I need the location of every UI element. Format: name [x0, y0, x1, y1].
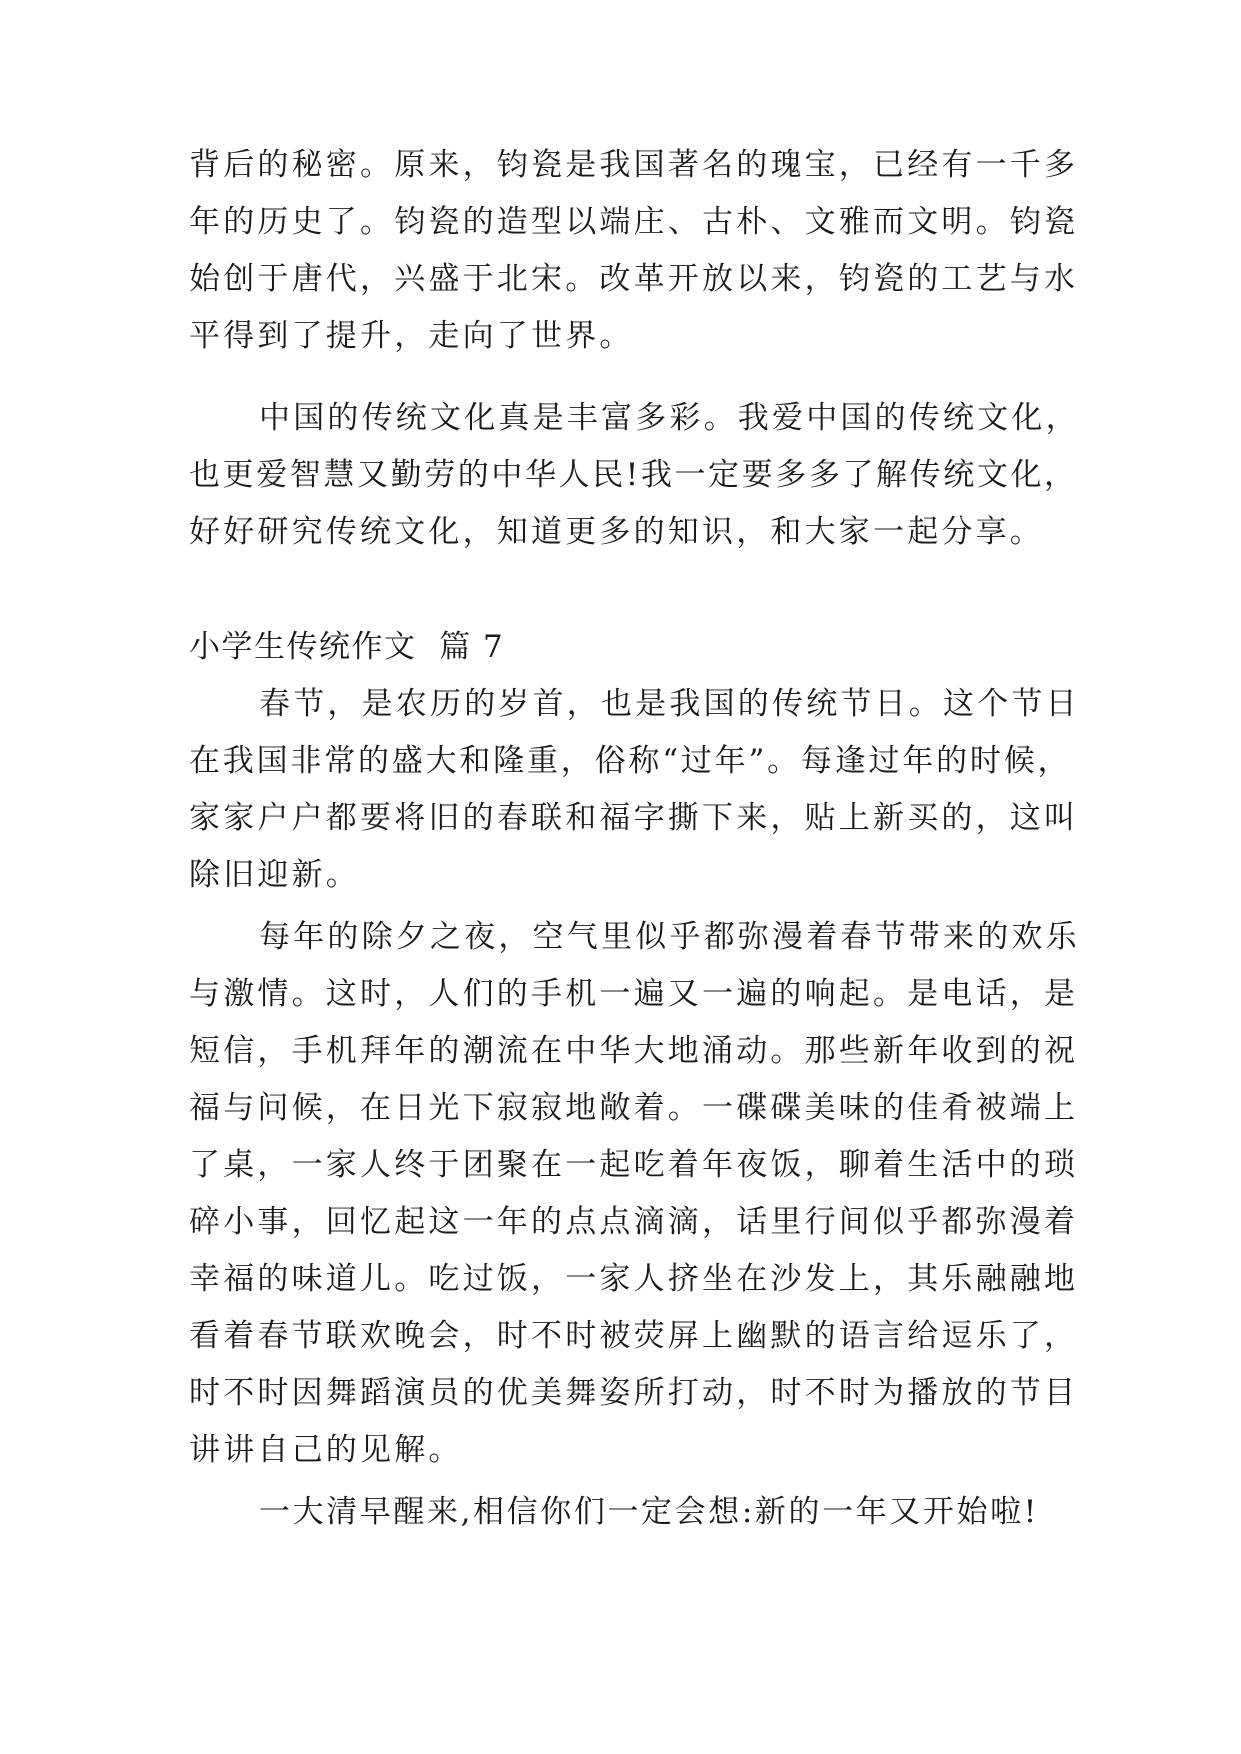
paragraph-line: 一大清早醒来,相信你们一定会想:新的一年又开始啦! [259, 1494, 1039, 1530]
paragraph-line: 家家户户都要将旧的春联和福字撕下来，贴上新买的，这叫 [189, 800, 1079, 836]
section-heading: 小学生传统作文 篇 7 [189, 629, 505, 665]
paragraph-line: 每年的除夕之夜，空气里似乎都弥漫着春节带来的欢乐 [259, 919, 1080, 955]
paragraph-line: 好好研究传统文化，知道更多的知识，和大家一起分享。 [189, 514, 1044, 550]
paragraph-line: 短信，手机拜年的潮流在中华大地涌动。那些新年收到的祝 [189, 1033, 1079, 1069]
paragraph-line: 看着春节联欢晚会，时不时被荧屏上幽默的语言给逗乐了， [189, 1318, 1079, 1354]
paragraph-line: 在我国非常的盛大和隆重，俗称“过年”。每逢过年的时候， [189, 743, 1072, 779]
paragraph-line: 平得到了提升，走向了世界。 [189, 318, 634, 354]
paragraph-line: 时不时因舞蹈演员的优美舞姿所打动，时不时为播放的节目 [189, 1375, 1079, 1411]
paragraph-line: 与激情。这时，人们的手机一遍又一遍的响起。是电话，是 [189, 976, 1079, 1012]
paragraph-line: 福与问候，在日光下寂寂地敞着。一碟碟美味的佳肴被端上 [189, 1090, 1079, 1126]
paragraph-line: 始创于唐代，兴盛于北宋。改革开放以来，钧瓷的工艺与水 [189, 261, 1079, 297]
paragraph-line: 也更爱智慧又勤劳的中华人民!我一定要多多了解传统文化， [189, 457, 1078, 493]
paragraph-line: 年的历史了。钧瓷的造型以端庄、古朴、文雅而文明。钧瓷 [189, 204, 1079, 240]
paragraph-line: 讲讲自己的见解。 [189, 1432, 463, 1468]
paragraph-line: 碎小事，回忆起这一年的点点滴滴，话里行间似乎都弥漫着 [189, 1204, 1079, 1240]
paragraph-line: 背后的秘密。原来，钧瓷是我国著名的瑰宝，已经有一千多 [189, 147, 1079, 183]
paragraph-line: 幸福的味道儿。吃过饭，一家人挤坐在沙发上，其乐融融地 [189, 1261, 1079, 1297]
paragraph-line: 除旧迎新。 [189, 857, 360, 893]
paragraph-line: 中国的传统文化真是丰富多彩。我爱中国的传统文化， [259, 400, 1080, 436]
paragraph-line: 了桌，一家人终于团聚在一起吃着年夜饭，聊着生活中的琐 [189, 1147, 1079, 1183]
paragraph-line: 春节，是农历的岁首，也是我国的传统节日。这个节日 [259, 686, 1080, 722]
